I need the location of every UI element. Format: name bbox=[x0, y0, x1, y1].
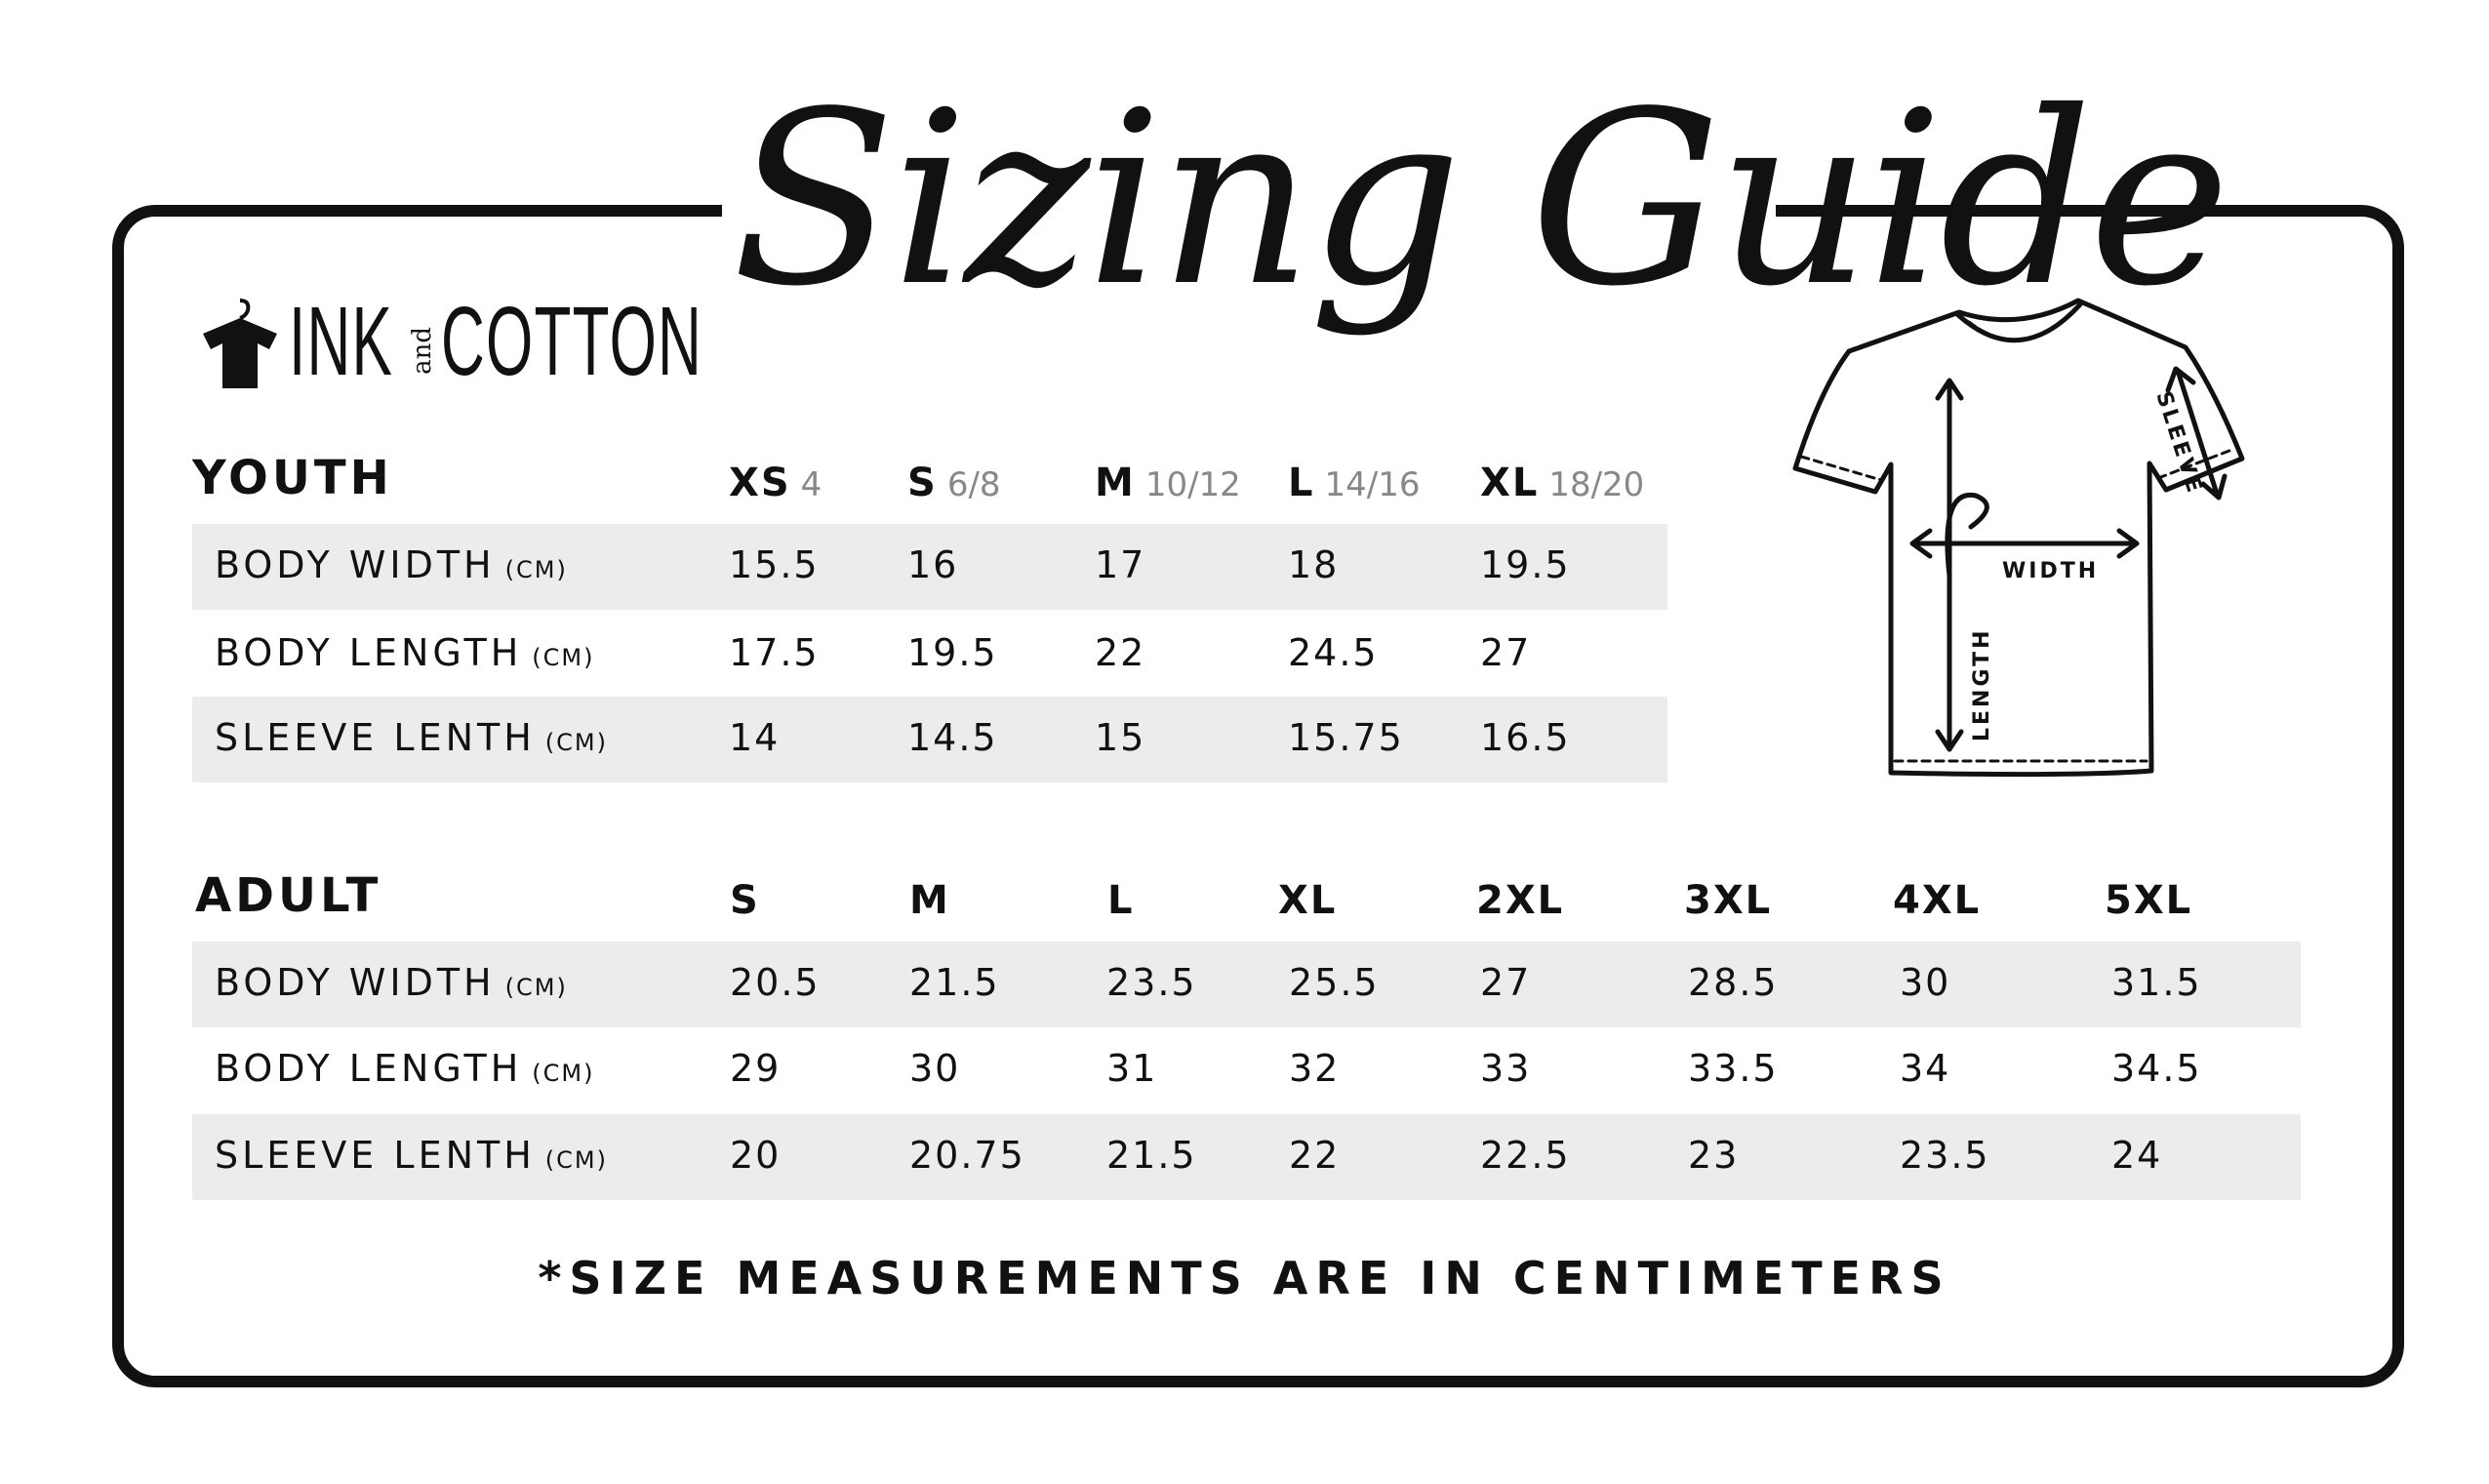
row-label: SLEEVE LENTH (CM) bbox=[215, 1134, 608, 1177]
brand-ink: INK bbox=[289, 287, 394, 396]
adult-size-head: 2XL bbox=[1476, 878, 1565, 923]
table-cell: 34 bbox=[1900, 1047, 1951, 1090]
table-cell: 24.5 bbox=[1288, 631, 1379, 674]
table-cell: 20.75 bbox=[909, 1134, 1025, 1177]
table-cell: 15.75 bbox=[1288, 716, 1404, 759]
table-row bbox=[192, 1027, 2301, 1113]
table-cell: 25.5 bbox=[1289, 961, 1380, 1004]
adult-size-head: S bbox=[730, 878, 760, 923]
table-cell: 20 bbox=[730, 1134, 782, 1177]
table-cell: 32 bbox=[1289, 1047, 1341, 1090]
table-cell: 21.5 bbox=[909, 961, 1000, 1004]
tshirt-sleeve-hem-left bbox=[1801, 457, 1881, 480]
table-cell: 30 bbox=[1900, 961, 1951, 1004]
row-label: BODY LENGTH (CM) bbox=[215, 1047, 595, 1090]
adult-size-head: M bbox=[909, 878, 950, 923]
table-cell: 34.5 bbox=[2111, 1047, 2202, 1090]
table-cell: 21.5 bbox=[1106, 1134, 1197, 1177]
table-cell: 27 bbox=[1480, 961, 1532, 1004]
row-label: SLEEVE LENTH (CM) bbox=[215, 716, 608, 759]
table-row bbox=[192, 1114, 2301, 1200]
table-cell: 15 bbox=[1095, 716, 1146, 759]
youth-size-head: XL 18/20 bbox=[1480, 461, 1645, 505]
adult-size-head: 4XL bbox=[1893, 878, 1982, 923]
table-cell: 28.5 bbox=[1688, 961, 1779, 1004]
row-label: BODY WIDTH (CM) bbox=[215, 543, 568, 586]
footnote: *SIZE MEASUREMENTS ARE IN CENTIMETERS bbox=[538, 1252, 1951, 1304]
brand-logo bbox=[195, 287, 703, 396]
table-cell: 20.5 bbox=[730, 961, 821, 1004]
sleeve-label: SLEEVE bbox=[2150, 388, 2208, 499]
table-cell: 33.5 bbox=[1688, 1047, 1779, 1090]
table-cell: 33 bbox=[1480, 1047, 1532, 1090]
table-row bbox=[192, 697, 1667, 782]
table-cell: 27 bbox=[1480, 631, 1532, 674]
adult-size-head: 5XL bbox=[2105, 878, 2193, 923]
adult-size-head: XL bbox=[1278, 878, 1338, 923]
table-cell: 22 bbox=[1095, 631, 1146, 674]
row-label: BODY LENGTH (CM) bbox=[215, 631, 595, 674]
table-cell: 19.5 bbox=[1480, 543, 1571, 586]
tshirt-measurement-diagram bbox=[1776, 293, 2264, 800]
adult-size-head: L bbox=[1107, 878, 1135, 923]
length-label: LENGTH bbox=[1970, 627, 1994, 742]
table-cell: 22.5 bbox=[1480, 1134, 1571, 1177]
youth-title: YOUTH bbox=[192, 451, 393, 505]
table-cell: 14.5 bbox=[907, 716, 998, 759]
adult-title: ADULT bbox=[195, 868, 382, 923]
table-cell: 29 bbox=[730, 1047, 782, 1090]
youth-size-head: S 6/8 bbox=[907, 461, 1001, 505]
youth-size-head: M 10/12 bbox=[1095, 461, 1241, 505]
width-label: WIDTH bbox=[2002, 559, 2100, 583]
adult-size-head: 3XL bbox=[1684, 878, 1773, 923]
youth-size-head: L 14/16 bbox=[1288, 461, 1421, 505]
table-cell: 30 bbox=[909, 1047, 961, 1090]
table-row bbox=[192, 524, 1667, 610]
table-cell: 16.5 bbox=[1480, 716, 1571, 759]
table-cell: 17 bbox=[1095, 543, 1146, 586]
tshirt-hanger-icon bbox=[195, 293, 285, 390]
table-row bbox=[192, 942, 2301, 1027]
table-row bbox=[192, 612, 1667, 698]
table-cell: 23.5 bbox=[1900, 1134, 1990, 1177]
table-cell: 17.5 bbox=[729, 631, 820, 674]
table-cell: 24 bbox=[2111, 1134, 2163, 1177]
length-loop bbox=[1947, 495, 1987, 576]
table-cell: 14 bbox=[729, 716, 781, 759]
page-title: Sizing Guide bbox=[732, 60, 2227, 339]
youth-size-head: XS 4 bbox=[729, 461, 823, 505]
brand-cotton: COTTON bbox=[441, 287, 703, 396]
table-cell: 16 bbox=[907, 543, 959, 586]
table-cell: 23.5 bbox=[1106, 961, 1197, 1004]
table-cell: 19.5 bbox=[907, 631, 998, 674]
table-cell: 31 bbox=[1106, 1047, 1158, 1090]
table-cell: 23 bbox=[1688, 1134, 1740, 1177]
brand-and: and bbox=[408, 327, 437, 375]
table-cell: 15.5 bbox=[729, 543, 820, 586]
table-cell: 18 bbox=[1288, 543, 1340, 586]
row-label: BODY WIDTH (CM) bbox=[215, 961, 568, 1004]
table-cell: 22 bbox=[1289, 1134, 1341, 1177]
table-cell: 31.5 bbox=[2111, 961, 2202, 1004]
